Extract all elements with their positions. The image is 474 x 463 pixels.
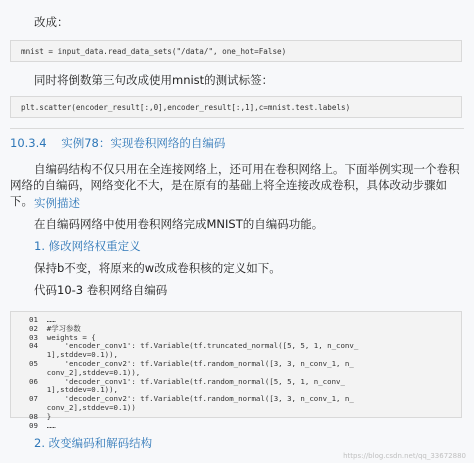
example-subheading: 实例描述 (34, 196, 80, 210)
listing-caption: 代码10-3 卷积网络自编码 (34, 283, 168, 297)
code-line: plt.scatter(encoder_result[:,0],encoder_result[:,1],c=mnist.test.labels) (21, 103, 351, 112)
top-text: 改成： (34, 15, 69, 29)
code-line: 04 'encoder_conv1': tf.Variable(tf.truncated_normal([5, 5, 1, n_conv_ (29, 341, 359, 351)
code-line: 01 …… (29, 315, 56, 324)
section-heading (10, 135, 464, 151)
code-line: conv_2],stddev=0.1)), (29, 367, 141, 377)
section-number: 10.3.4 (10, 136, 47, 150)
intro-paragraph: 自编码结构不仅只用在全连接网络上，还可用在卷积网络上。下面举例实现一个卷积网络的自编码，网络变化不大，是在原有的基础上将全连接改成卷积，具体改动步骤如下。 (10, 162, 460, 208)
code-line: 08 } (29, 411, 52, 421)
watermark: https://blog.csdn.net/qq_33672880 (343, 452, 466, 460)
divider (10, 128, 464, 129)
example-description: 在自编码网络中使用卷积网络完成MNIST的自编码功能。 (34, 217, 324, 231)
code-line: 06 'decoder_conv1': tf.Variable(tf.random_normal([5, 5, 1, n_conv_ (29, 376, 345, 386)
code-line: conv_2],stddev=0.1)) (29, 402, 136, 412)
step-2-heading: 2. 改变编码和解码结构 (34, 436, 153, 450)
code-line: 09 …… (29, 420, 56, 430)
listing-code-block (10, 311, 462, 430)
section-title: 实例78：实现卷积网络的自编码 (61, 136, 226, 150)
code-line: 1],stddev=0.1)), (29, 350, 118, 360)
step-1-heading: 1. 修改网络权重定义 (34, 239, 141, 253)
code-line: mnist = input_data.read_data_sets("/data/", one_hot=False) (21, 47, 287, 56)
code-block-2 (10, 96, 462, 118)
mid-text: 同时将倒数第三句改成使用mnist的测试标签： (34, 73, 274, 87)
code-line: 05 'encoder_conv2': tf.Variable(tf.random_normal([3, 3, n_conv_1, n_ (29, 358, 354, 368)
code-line: 02 #学习参数 (29, 323, 81, 333)
step-1-text: 保持b不变，将原来的w改成卷积核的定义如下。 (34, 261, 281, 275)
code-line: 1],stddev=0.1)), (29, 385, 118, 395)
code-line: 07 'decoder_conv2': tf.Variable(tf.random_normal([3, 3, n_conv_1, n_ (29, 394, 354, 404)
code-block-1 (10, 40, 462, 62)
code-line: 03 weights = { (29, 332, 96, 342)
